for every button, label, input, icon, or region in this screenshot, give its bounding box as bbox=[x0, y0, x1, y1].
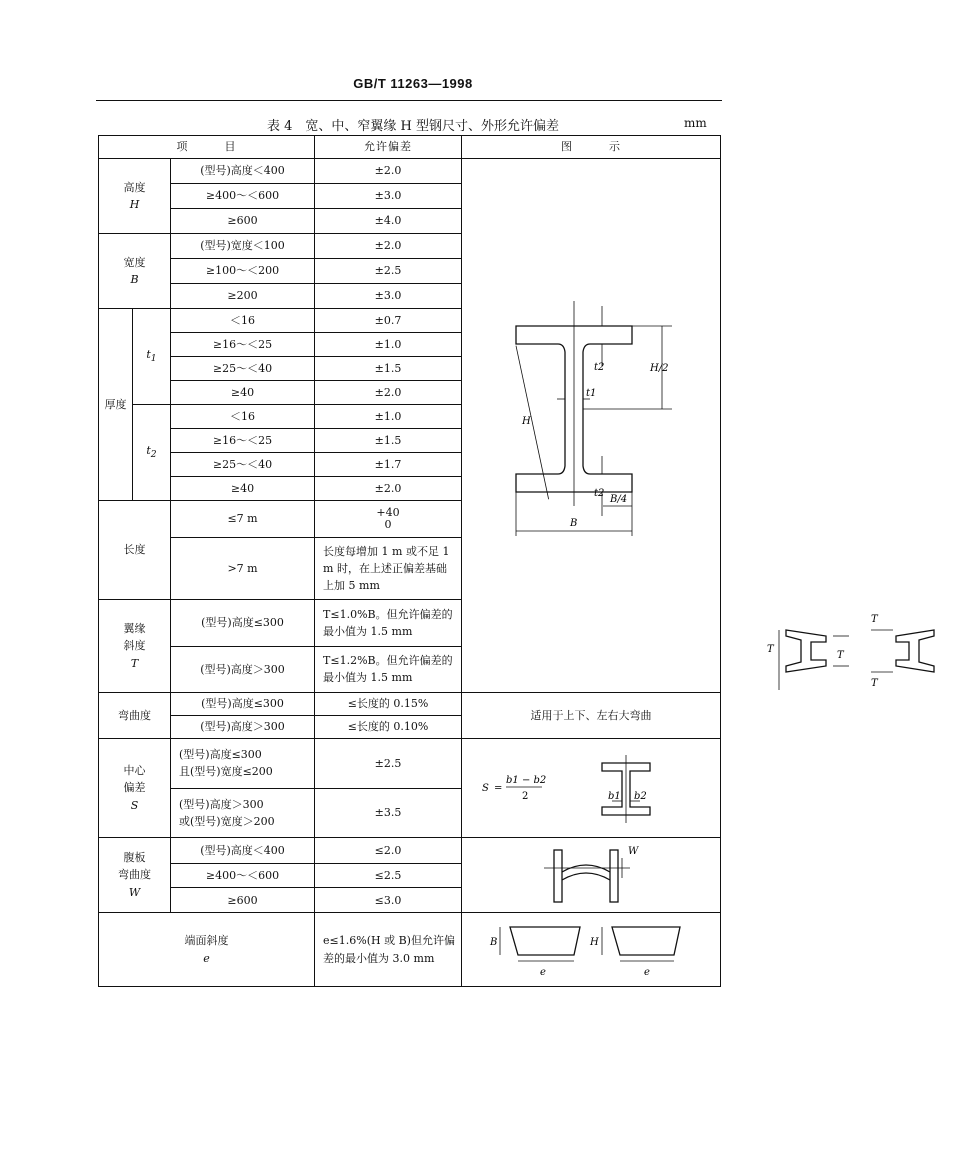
t2-label-bottom: t2 bbox=[594, 487, 605, 499]
col-tolerance-header: 允许偏差 bbox=[315, 136, 462, 159]
t2-symbol: $t_2$ bbox=[133, 405, 171, 501]
center-offset-figure-cell bbox=[462, 739, 721, 838]
col-figure-header: 图 示 bbox=[462, 136, 721, 159]
header-row bbox=[99, 136, 721, 159]
standard-header: GB/T 11263—1998 bbox=[353, 76, 473, 91]
cond-cell: (型号)高度≤300 bbox=[171, 600, 315, 647]
cond-cell: ≤7 m bbox=[171, 501, 315, 538]
flange-slope-diagram bbox=[721, 600, 980, 692]
cond-cell: ＜16 bbox=[171, 309, 315, 333]
t1-label: t1 bbox=[586, 387, 597, 399]
tol-cell: e≤1.6%(H 或 B)但允许偏差的最小值为 3.0 mm bbox=[315, 913, 462, 987]
cond-cell: (型号)高度≤300 且(型号)宽度≤200 bbox=[171, 739, 315, 789]
camber-note: 适用于上下、左右大弯曲 bbox=[462, 693, 721, 739]
cond-cell: ≥40 bbox=[171, 477, 315, 501]
cond-cell: ≥600 bbox=[171, 209, 315, 234]
w-label: W bbox=[628, 846, 639, 857]
center-offset-diagram bbox=[462, 739, 721, 837]
tol-cell: ±3.5 bbox=[315, 788, 462, 838]
tol-cell: ±0.7 bbox=[315, 309, 462, 333]
tol-cell: ±1.7 bbox=[315, 453, 462, 477]
b-label: B bbox=[570, 517, 578, 529]
table-row bbox=[99, 739, 721, 789]
cond-cell: ≥40 bbox=[171, 381, 315, 405]
cond-cell: (型号)高度＞300 bbox=[171, 646, 315, 693]
tol-cell: ±1.5 bbox=[315, 429, 462, 453]
tol-cell: ±2.0 bbox=[315, 381, 462, 405]
t-label-3: T bbox=[871, 614, 878, 625]
tol-cell: ±2.0 bbox=[315, 159, 462, 184]
cond-cell: ≥100～＜200 bbox=[171, 259, 315, 284]
b1-label: b1 bbox=[608, 791, 621, 802]
cond-cell: ≥400～＜600 bbox=[171, 863, 315, 888]
cond-cell: (型号)宽度＜100 bbox=[171, 234, 315, 259]
table-caption: 表 4 宽、中、窄翼缘 H 型钢尺寸、外形允许偏差 bbox=[266, 119, 559, 134]
tol-cell: +40 0 bbox=[315, 501, 462, 538]
length-label: 长度 bbox=[99, 501, 171, 600]
formula-eq: = bbox=[494, 783, 503, 794]
web-bend-label: 腹板 弯曲度 W bbox=[99, 838, 171, 913]
end-slope-figure-cell bbox=[462, 913, 721, 987]
cond-cell: (型号)高度＜400 bbox=[171, 838, 315, 864]
h-section-figure-cell bbox=[462, 159, 721, 693]
tol-cell: ≤3.0 bbox=[315, 888, 462, 913]
e-label-1: e bbox=[540, 967, 546, 978]
t-label-1: T bbox=[767, 644, 774, 655]
cond-cell: ≥400～＜600 bbox=[171, 184, 315, 209]
tol-cell: ≤2.5 bbox=[315, 863, 462, 888]
tol-cell: ±2.0 bbox=[315, 477, 462, 501]
formula-s: S bbox=[482, 783, 489, 794]
b-end-label: B bbox=[490, 937, 498, 948]
camber-label: 弯曲度 bbox=[99, 693, 171, 739]
t-label-2: T bbox=[837, 650, 844, 661]
cond-cell: ≥16～＜25 bbox=[171, 429, 315, 453]
end-slope-label: 端面斜度 e bbox=[99, 913, 315, 987]
tol-cell: ≤长度的 0.10% bbox=[315, 716, 462, 739]
cond-cell: ≥25～＜40 bbox=[171, 453, 315, 477]
b2-label: b2 bbox=[634, 791, 647, 802]
tol-cell: 长度每增加 1 m 或不足 1 m 时，在上述正偏差基础上加 5 mm bbox=[315, 538, 462, 600]
cond-cell: ≥16～＜25 bbox=[171, 333, 315, 357]
cond-cell: (型号)高度＞300 或(型号)宽度＞200 bbox=[171, 788, 315, 838]
tol-cell: ±3.0 bbox=[315, 184, 462, 209]
h-label: H bbox=[522, 415, 531, 427]
tol-cell: ±2.5 bbox=[315, 259, 462, 284]
t-label-4: T bbox=[871, 678, 878, 689]
center-offset-label: 中心 偏差 S bbox=[99, 739, 171, 838]
cond-cell: >7 m bbox=[171, 538, 315, 600]
width-label: 宽度 B bbox=[99, 234, 171, 309]
cond-cell: (型号)高度≤300 bbox=[171, 693, 315, 716]
h-end-label: H bbox=[590, 937, 599, 948]
tol-cell: ≤长度的 0.15% bbox=[315, 693, 462, 716]
h-half-label: H/2 bbox=[650, 362, 669, 374]
col-item-header: 项 目 bbox=[99, 136, 315, 159]
cond-cell: (型号)高度＞300 bbox=[171, 716, 315, 739]
cond-cell: (型号)高度＜400 bbox=[171, 159, 315, 184]
cond-cell: ＜16 bbox=[171, 405, 315, 429]
web-bend-diagram bbox=[462, 838, 721, 912]
tol-cell: ±2.5 bbox=[315, 739, 462, 789]
table-row bbox=[99, 913, 721, 987]
formula-numerator: b1 − b2 bbox=[506, 775, 547, 786]
tol-cell: T≤1.0%B。但允许偏差的最小值为 1.5 mm bbox=[315, 600, 462, 647]
end-slope-diagram bbox=[462, 913, 721, 986]
unit-label: mm bbox=[684, 116, 707, 130]
e-label-2: e bbox=[644, 967, 650, 978]
tol-cell: ±1.5 bbox=[315, 357, 462, 381]
tol-cell: ±4.0 bbox=[315, 209, 462, 234]
tol-cell: ±1.0 bbox=[315, 405, 462, 429]
web-bend-figure-cell bbox=[462, 838, 721, 913]
tol-cell: ±3.0 bbox=[315, 284, 462, 309]
tol-cell: ±1.0 bbox=[315, 333, 462, 357]
h-section-diagram bbox=[462, 206, 721, 646]
table-row bbox=[99, 693, 721, 716]
tol-cell: T≤1.2%B。但允许偏差的最小值为 1.5 mm bbox=[315, 646, 462, 693]
thickness-label: 厚度 bbox=[99, 309, 133, 501]
header-rule bbox=[96, 100, 722, 101]
cond-cell: ≥600 bbox=[171, 888, 315, 913]
t1-symbol: $t_1$ bbox=[133, 309, 171, 405]
formula-denominator: 2 bbox=[522, 791, 529, 802]
tol-cell: ≤2.0 bbox=[315, 838, 462, 864]
flange-slope-label: 翼缘 斜度 T bbox=[99, 600, 171, 693]
table-row bbox=[99, 159, 721, 184]
b-quarter-label: B/4 bbox=[610, 493, 628, 505]
table-row bbox=[99, 838, 721, 864]
tolerance-table bbox=[98, 135, 878, 987]
cond-cell: ≥200 bbox=[171, 284, 315, 309]
height-label: 高度 H bbox=[99, 159, 171, 234]
tol-cell: ±2.0 bbox=[315, 234, 462, 259]
t2-label: t2 bbox=[594, 361, 605, 373]
cond-cell: ≥25～＜40 bbox=[171, 357, 315, 381]
